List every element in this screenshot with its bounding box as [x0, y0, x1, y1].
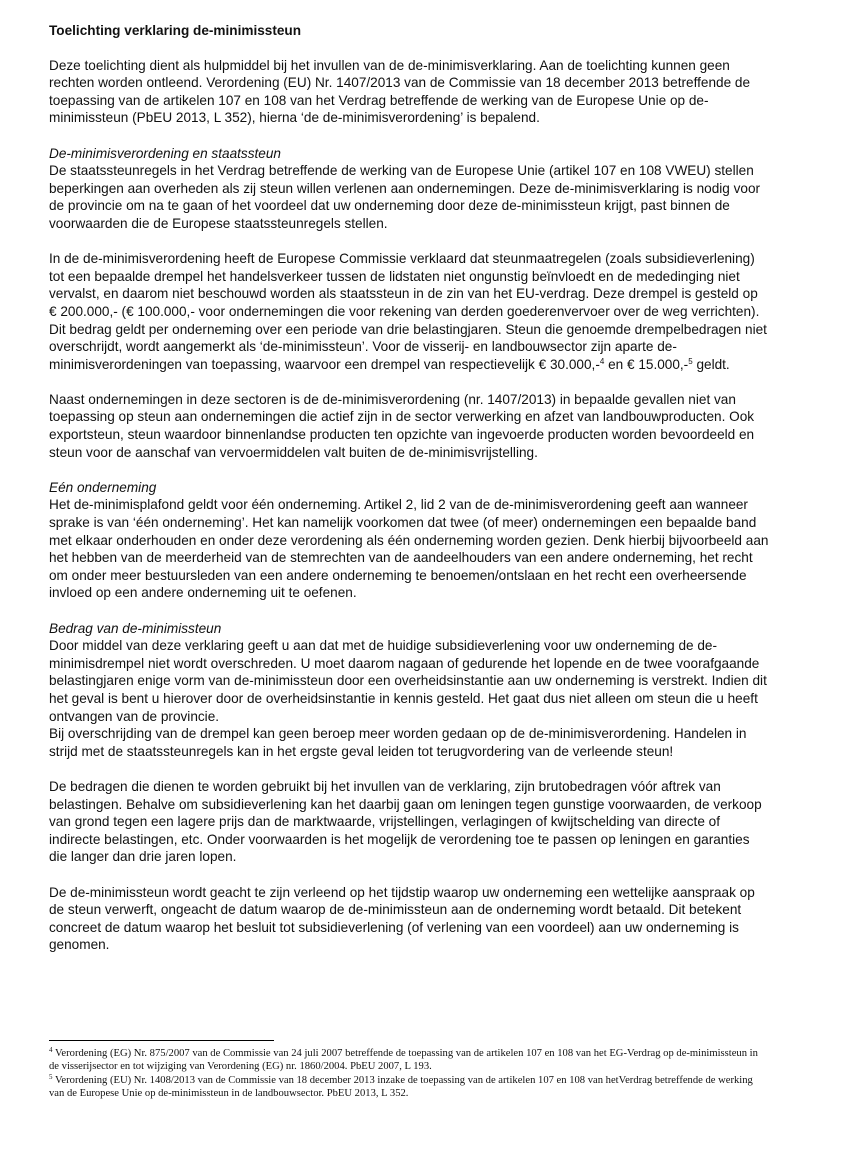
footnote-ref: 4 — [599, 356, 605, 366]
footnote-text: Verordening (EU) Nr. 1408/2013 van de Commissie van 18 december 2013 inzake de toepassing van de artikelen 107 en 108 van hetVerdrag betreffende de werking van de Europese Unie op de-minimissteun in de landbouwsector. PbEU 2013, L 352. — [49, 1074, 753, 1100]
section-deminimis-staatssteun — [49, 145, 769, 462]
footnote-separator — [49, 1040, 274, 1041]
document-page — [49, 22, 769, 971]
paragraph-text: en € 15.000,- — [604, 356, 689, 372]
footnote-number: 5 — [49, 1072, 53, 1081]
section-heading: Eén onderneming — [49, 479, 157, 495]
intro-paragraph: Deze toelichting dient als hulpmiddel bij het invullen van de de-minimisverklaring. Aan de toelichting kunnen geen rechten worden ontleend. Verordening (EU) Nr. 1407/2013 van de Commissie van 18 december 2013 betreffende de toepassing van de artikelen 107 en 108 van het Verdrag betreffende de werking van de Europese Unie op de-minimissteun (PbEU 2013, L 352), hierna ‘de de-minimisverordening’ is bepalend. — [49, 57, 751, 126]
paragraph: De bedragen die dienen te worden gebruikt bij het invullen van de verklaring, zijn brutobedragen vóór aftrek van belastingen. Behalve om subsidieverlening kan het daarbij gaan om leningen tegen gunstige voorwaarden, de verkoop van grond tegen een lagere prijs dan de marktwaarde, vrijstellingen, verlagingen of kwijtschelding van directe of indirecte belastingen, etc. Onder voorwaarden is het mogelijk de verordening toe te passen op leningen en garanties die langer dan drie jaren lopen. — [49, 778, 762, 865]
footnote-number: 4 — [49, 1046, 53, 1054]
section-bedrag — [49, 620, 769, 954]
paragraph-text: In de de-minimisverordening heeft de Europese Commissie verklaard dat steunmaatregelen (zoals subsidieverlening) tot een bepaalde drempel het handelsverkeer tussen de lidstaten niet ongunstig beïnvloedt en de mededinging niet vervalst, en daarom niet beschouwd worden als staatssteun in de zin van het EU-verdrag. Deze drempel is gesteld op € 200.000,- (€ 100.000,- voor ondernemingen die voor rekening van derden goederenvervoer over de weg verrichten). Dit bedrag geldt per onderneming over een periode van drie belastingjaren. Steun die genoemde drempelbedragen niet overschrijdt, wordt aangemerkt als ‘de-minimissteun’. Voor de visserij- en landbouwsector zijn aparte de-minimisverordeningen van toepassing, waarvoor een drempel van respectievelijk € 30.000,- — [49, 251, 767, 372]
footnote-ref: 5 — [688, 356, 693, 366]
paragraph: Bij overschrijding van de drempel kan geen beroep meer worden gedaan op de de-minimisverordening. Handelen in strijd met de staatssteunregels kan in het ergste geval leiden tot terugvordering van de verleende steun! — [49, 726, 747, 759]
section-heading: Bedrag van de-minimissteun — [49, 620, 222, 636]
section-heading: De-minimisverordening en staatssteun — [49, 145, 281, 161]
paragraph: De de-minimissteun wordt geacht te zijn verleend op het tijdstip waarop uw onderneming een wettelijke aanspraak op de steun verwerft, ongeacht de datum waarop de de-minimissteun aan de onderneming wordt betaald. Dit betekent concreet de datum waarop het besluit tot subsidieverlening (of verlening van een voordeel) aan uw onderneming is genomen. — [49, 884, 755, 953]
footnote-5 — [49, 1074, 769, 1101]
paragraph: Door middel van deze verklaring geeft u aan dat met de huidige subsidieverlening voor uw onderneming de de-minimisdrempel niet wordt overschreden. U moet daarom nagaan of gedurende het lopende en de twee voorafgaande belastingjaren enige vorm van de-minimissteun door een overheidsinstantie aan uw onderneming is verstrekt. Indien dit het geval is bent u hierover door de overheidsinstantie in kennis gesteld. Het gaat dus niet alleen om steun die u heeft ontvangen van de provincie. — [49, 638, 767, 724]
section-een-onderneming — [49, 479, 769, 602]
paragraph: Het de-minimisplafond geldt voor één onderneming. Artikel 2, lid 2 van de de-minimisverordening geeft aan wanneer sprake is van ‘één onderneming’. Het kan namelijk voorkomen dat twee (of meer) ondernemingen een bepaalde band met elkaar onderhouden en onder deze verordening als één onderneming worden gezien. Denk hierbij bijvoorbeeld aan het hebben van de meerderheid van de stemrechten van de aandeelhouders van een andere onderneming, het recht om onder meer bestuursleden van een andere onderneming te benoemen/ontslaan en het recht een overheersende invloed op een andere onderneming uit te oefenen. — [49, 497, 769, 601]
paragraph-threshold — [49, 250, 769, 373]
paragraph: De staatssteunregels in het Verdrag betreffende de werking van de Europese Unie (artikel 107 en 108 VWEU) stellen beperkingen aan overheden als zij steun willen verlenen aan ondernemingen. Deze de-minimisverklaring is nodig voor de provincie om na te gaan of het voordeel dat uw onderneming door deze de-minimissteun krijgt, past binnen de voorwaarden die de Europese staatssteunregels stellen. — [49, 163, 761, 231]
page-title: Toelichting verklaring de-minimissteun — [49, 23, 302, 38]
paragraph-text: geldt. — [692, 356, 730, 372]
paragraph: Naast ondernemingen in deze sectoren is de de-minimisverordening (nr. 1407/2013) in bepaalde gevallen niet van toepassing op steun aan ondernemingen die actief zijn in de sector verwerking en afzet van landbouwproducten. Ook exportsteun, steun waardoor binnenlandse producten ten opzichte van ingevoerde producten worden bevoordeeld en steun voor de aanschaf van vervoermiddelen valt buiten de de-minimisvrijstelling. — [49, 391, 755, 460]
footnotes — [49, 1040, 769, 1101]
footnote-4 — [49, 1047, 769, 1074]
footnote-text: Verordening (EG) Nr. 875/2007 van de Commissie van 24 juli 2007 betreffende de toepassing van de artikelen 107 en 108 van het EG-Verdrag op de-minimissteun in de visserijsector en tot wijziging van Verordening (EG) nr. 1860/2004. PbEU 2007, L 193. — [49, 1048, 758, 1073]
